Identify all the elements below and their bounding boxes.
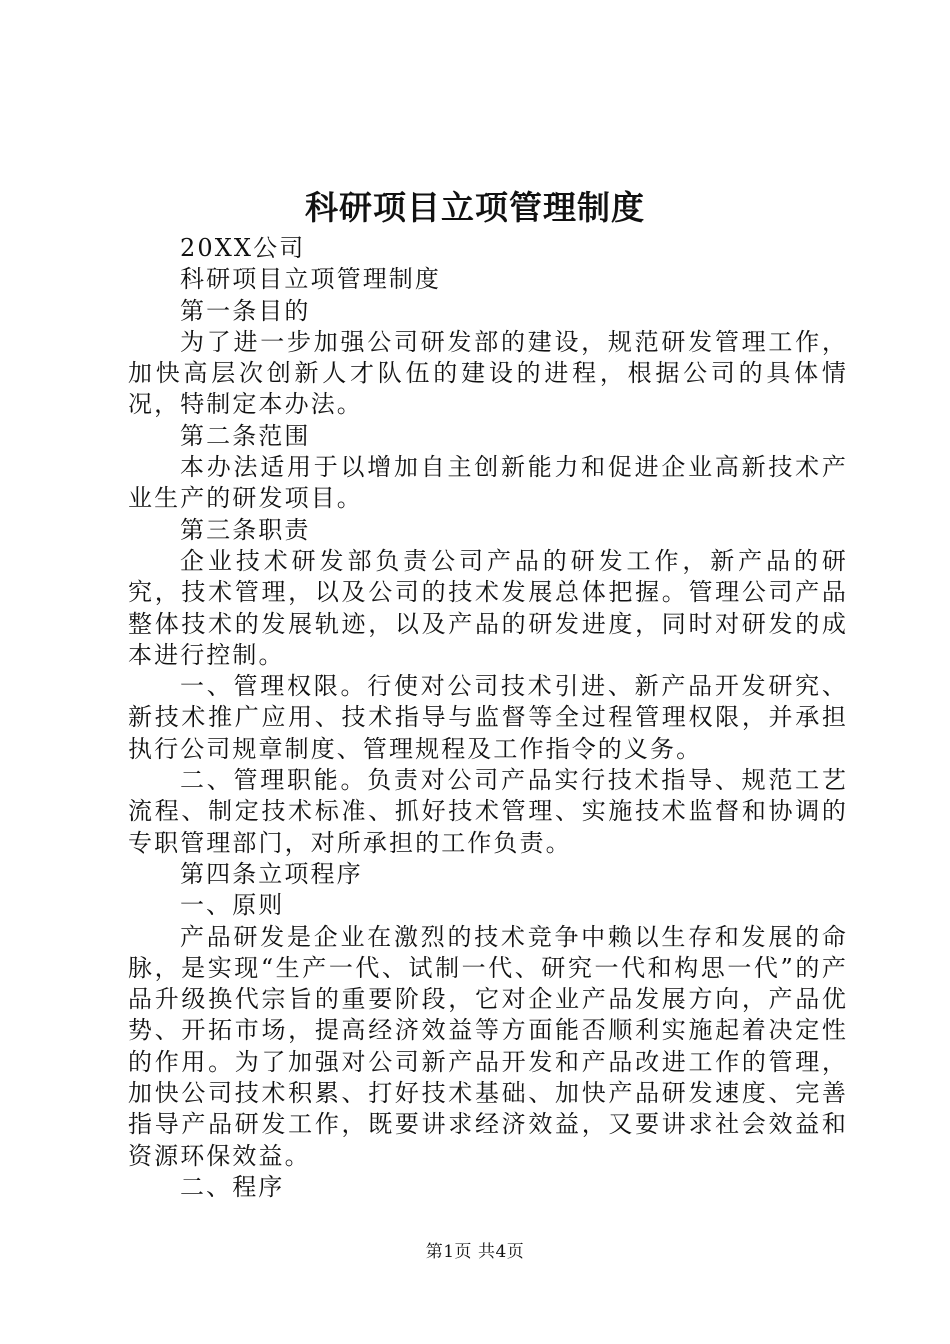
document-title: 科研项目立项管理制度: [305, 188, 645, 227]
article-1-heading: 第一条目的: [180, 296, 311, 325]
article-3-paragraph: 企业技术研发部负责公司产品的研发工作，新产品的研究，技术管理，以及公司的技术发展总体把握。管理公司产品整体技术的发展轨迹，以及产品的研发进度，同时对研发的成本进行控制。: [128, 546, 848, 669]
article-2-paragraph: 本办法适用于以增加自主创新能力和促进企业高新技术产业生产的研发项目。: [128, 453, 848, 513]
duties-paragraph: 二、管理职能。负责对公司产品实行技术指导、规范工艺流程、制定技术标准、抓好技术管理、实施技术监督和协调的专职管理部门，对所承担的工作负责。: [128, 766, 848, 857]
article-2-heading: 第二条范围: [180, 421, 311, 450]
company-line: 20XX公司: [180, 234, 306, 262]
subtitle-line: 科研项目立项管理制度: [180, 265, 441, 294]
authority-paragraph: 一、管理权限。行使对公司技术引进、新产品开发研究、新技术推广应用、技术指导与监督等全过程管理权限，并承担执行公司规章制度、管理规程及工作指令的义务。: [128, 672, 848, 763]
article-1-paragraph: 为了进一步加强公司研发部的建设，规范研发管理工作，加快高层次创新人才队伍的建设的进程，根据公司的具体情况，特制定本办法。: [128, 327, 848, 419]
procedure-heading: 二、程序: [180, 1172, 285, 1201]
principle-heading: 一、原则: [180, 891, 285, 920]
document-body: [128, 233, 848, 1203]
article-3-heading: 第三条职责: [180, 515, 311, 544]
page-footer: 第1页 共4页: [425, 1242, 525, 1262]
principle-paragraph: 产品研发是企业在激烈的技术竞争中赖以生存和发展的命脉，是实现“生产一代、试制一代、研究一代和构思一代”的产品升级换代宗旨的重要阶段，它对企业产品发展方向，产品优势、开拓市场，提高经济效益等方面能否顺利实施起着决定性的作用。为了加强对公司新产品开发和产品改进工作的管理，加快公司技术积累、打好技术基础、加快产品研发速度、完善指导产品研发工作，既要讲求经济效益，又要讲求社会效益和资源环保效益。: [128, 922, 848, 1170]
article-4-heading: 第四条立项程序: [180, 859, 363, 888]
